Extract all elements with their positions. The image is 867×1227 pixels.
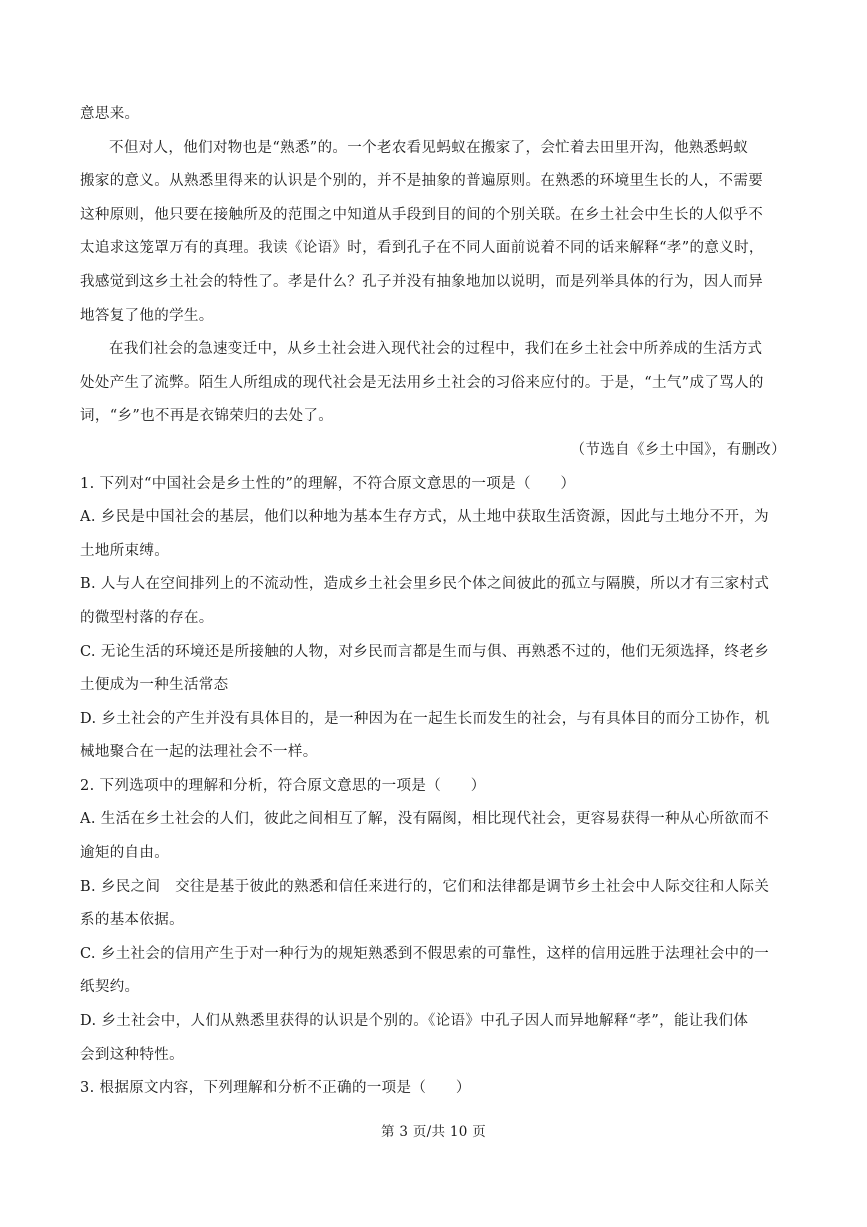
passage-line: 词，“乡”也不再是衣锦荣归的去处了。 <box>80 408 334 425</box>
passage <box>80 98 790 468</box>
question-stem: 3. 根据原文内容，下列理解和分析不正确的一项是（ ） <box>80 1080 471 1097</box>
option-b: B. 乡民之间 交往是基于彼此的熟悉和信任来进行的，它们和法律都是调节乡土社会中人际交往和人际关 <box>80 878 770 895</box>
option-a-cont: 逾矩的自由。 <box>80 845 170 862</box>
option-a: A. 生活在乡土社会的人们，彼此之间相互了解，没有隔阂，相比现代社会，更容易获得一种从心所欲而不 <box>80 811 769 828</box>
passage-line: 在我们社会的急速变迁中，从乡土社会进入现代社会的过程中，我们在乡土社会中所养成的生活方式 <box>109 341 763 358</box>
passage-line: 我感觉到这乡土社会的特性了。孝是什么？孔子并没有抽象地加以说明，而是列举具体的行为，因人而异 <box>80 273 764 290</box>
option-c-cont: 纸契约。 <box>80 979 140 996</box>
question-2 <box>80 770 790 1072</box>
passage-line: 意思来。 <box>80 106 140 122</box>
option-b-cont: 系的基本依据。 <box>80 912 184 929</box>
option-d: D. 乡土社会的产生并没有具体目的，是一种因为在一起生长而发生的社会，与有具体目的而分工协作，机 <box>80 710 770 727</box>
question-stem: 1. 下列对“中国社会是乡土性的”的理解，不符合原文意思的一项是（ ） <box>80 475 576 492</box>
question-3 <box>80 1072 790 1106</box>
option-a-cont: 土地所束缚。 <box>80 542 170 559</box>
document-page <box>80 98 790 1106</box>
passage-line: 搬家的意义。从熟悉里得来的认识是个别的，并不是抽象的普遍原则。在熟悉的环境里生长的人，不需要 <box>80 173 764 190</box>
option-b: B. 人与人在空间排列上的不流动性，造成乡土社会里乡民个体之间彼此的孤立与隔膜，所以才有三家村式 <box>80 576 770 593</box>
option-c: C. 乡土社会的信用产生于对一种行为的规矩熟悉到不假思索的可靠性，这样的信用远胜于法理社会中的一 <box>80 945 770 962</box>
passage-line: 处处产生了流弊。陌生人所组成的现代社会是无法用乡土社会的习俗来应付的。于是，“土气”成了骂人的 <box>80 374 764 391</box>
option-d-cont: 会到这种特性。 <box>80 1046 184 1063</box>
option-d-cont: 械地聚合在一起的法理社会不一样。 <box>80 744 318 761</box>
passage-source: （节选自《乡土中国》，有删改） <box>570 441 786 458</box>
page-number: 第 3 页/共 10 页 <box>380 1124 487 1140</box>
option-d: D. 乡土社会中，人们从熟悉里获得的认识是个别的。《论语》中孔子因人而异地解释“孝”，能让我们体 <box>80 1013 749 1030</box>
option-a: A. 乡民是中国社会的基层，他们以种地为基本生存方式，从土地中获取生活资源，因此与土地分不开，为 <box>80 509 769 526</box>
question-stem: 2. 下列选项中的理解和分析，符合原文意思的一项是（ ） <box>80 777 486 794</box>
question-1 <box>80 468 790 770</box>
passage-line: 不但对人，他们对物也是“熟悉”的。一个老农看见蚂蚁在搬家了，会忙着去田里开沟，他熟悉蚂蚁 <box>109 139 749 156</box>
option-b-cont: 的微型村落的存在。 <box>80 609 214 626</box>
option-c-cont: 土便成为一种生活常态 <box>80 677 229 694</box>
passage-line: 地答复了他的学生。 <box>80 307 214 324</box>
passage-line: 太追求这笼罩万有的真理。我读《论语》时，看到孔子在不同人面前说着不同的话来解释“孝”的意义时， <box>80 240 764 257</box>
passage-line: 这种原则，他只要在接触所及的范围之中知道从手段到目的间的个别关联。在乡土社会中生长的人似乎不 <box>80 206 764 223</box>
option-c: C. 无论生活的环境还是所接触的人物，对乡民而言都是生而与俱、再熟悉不过的，他们无须选择，终老乡 <box>80 643 770 660</box>
